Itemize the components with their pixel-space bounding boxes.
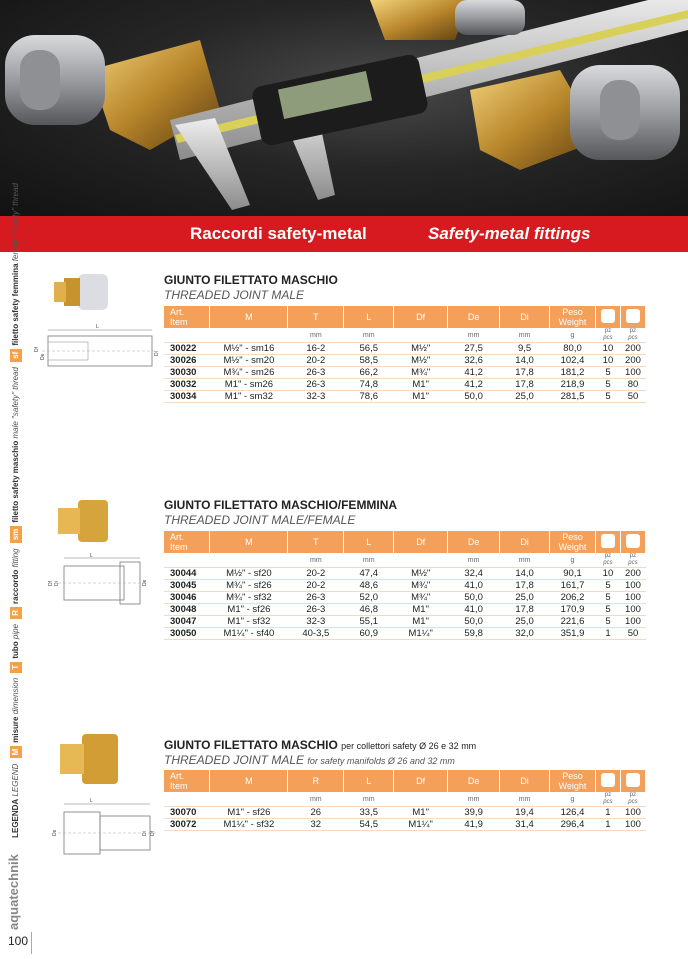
section-2-title (164, 498, 397, 512)
table-row (164, 592, 646, 604)
cell: 58,5 (344, 355, 394, 367)
product-photo-male-female-joint (52, 496, 112, 546)
cell: 20-2 (288, 568, 344, 580)
table-row (164, 807, 646, 819)
cell: M½" - sm20 (210, 355, 288, 367)
unit: mm (448, 328, 500, 343)
section-2-subtitle (164, 513, 355, 527)
cell: M1" - sm26 (210, 379, 288, 391)
drawing-label: De (142, 579, 148, 586)
product-table-1 (164, 306, 646, 403)
cell: 50,0 (448, 616, 500, 628)
unit: mm (500, 792, 550, 807)
banner-title-en: Safety-metal fittings (428, 224, 591, 243)
product-photo-male-joint (50, 268, 110, 316)
section-title-note: per collettori safety Ø 26 e 32 mm (341, 741, 477, 751)
drawing-label: De (40, 353, 46, 360)
carton-box-icon (626, 309, 640, 323)
col-header-art (164, 770, 210, 792)
cell: M1" (394, 379, 448, 391)
cell: M½" (394, 355, 448, 367)
unit-pcs (595, 792, 620, 807)
col-header-carton-icon (620, 306, 645, 328)
cell: 27,5 (448, 343, 500, 355)
technical-drawing-1 (34, 322, 160, 378)
section-subtitle-text: THREADED JOINT MALE (164, 753, 305, 767)
cell: 218,9 (550, 379, 596, 391)
legend-item-en: female "safety" thread (11, 183, 20, 262)
unit-pcs (595, 328, 620, 343)
cell: 55,1 (344, 616, 394, 628)
col-header-box-icon (595, 770, 620, 792)
cell: 48,6 (344, 580, 394, 592)
cell: 33,5 (344, 807, 394, 819)
table-row (164, 628, 646, 640)
col-header-weight: Peso Weight (550, 531, 596, 553)
col-header-carton-icon (620, 531, 645, 553)
col-header-di: Di (500, 531, 550, 553)
col-header-t: T (288, 531, 344, 553)
small-box-icon (601, 534, 615, 548)
cell: M½" (394, 343, 448, 355)
cell: 25,0 (500, 391, 550, 403)
col-header-weight: Peso Weight (550, 306, 596, 328)
legend-item-en: dimension (11, 677, 20, 715)
cell: 41,9 (448, 819, 500, 831)
drawing-label: Di (54, 581, 60, 586)
cell: 52,0 (344, 592, 394, 604)
section-1-subtitle (164, 288, 304, 302)
technical-drawing-3 (34, 796, 160, 862)
cell: 17,8 (500, 367, 550, 379)
cell: 1 (595, 628, 620, 640)
cell: 30022 (164, 343, 210, 355)
table-header-row (164, 770, 646, 792)
cell: 5 (595, 367, 620, 379)
cell: 20-2 (288, 355, 344, 367)
cell: 41,0 (448, 604, 500, 616)
section-subtitle-text: THREADED JOINT MALE/FEMALE (164, 513, 356, 527)
brand-logo: aquatechnik (6, 854, 21, 930)
section-banner (0, 216, 688, 252)
col-header-art (164, 531, 210, 553)
section-title-text: GIUNTO FILETTATO MASCHIO/FEMMINA (164, 498, 398, 512)
cell: 30026 (164, 355, 210, 367)
unit-pcs-en: pcs (603, 560, 613, 566)
col-header-df: Df (394, 306, 448, 328)
units-row (164, 328, 646, 343)
cell: 40-3,5 (288, 628, 344, 640)
cell: M1" - sm32 (210, 391, 288, 403)
cell: 100 (620, 580, 645, 592)
unit-pcs-en: pcs (628, 335, 638, 341)
cell: 60,9 (344, 628, 394, 640)
legend-badge-m: M (10, 746, 22, 759)
cell: 32,6 (448, 355, 500, 367)
cell: 50 (620, 628, 645, 640)
cell: M1" (394, 391, 448, 403)
unit-pz: pz (629, 328, 637, 334)
cell: 46,8 (344, 604, 394, 616)
cell: 30072 (164, 819, 210, 831)
section-3-subtitle (164, 753, 455, 767)
legend-item-en: fitting (11, 548, 20, 568)
small-box-icon (601, 309, 615, 323)
col-header-art (164, 306, 210, 328)
col-header-box-icon (595, 531, 620, 553)
cell: 31,4 (500, 819, 550, 831)
cell: 9,5 (500, 343, 550, 355)
col-header-m: M (210, 531, 288, 553)
cell: 41,2 (448, 367, 500, 379)
table-row (164, 568, 646, 580)
drawing-label: De (52, 829, 58, 836)
drawing-label: Df (34, 347, 40, 352)
section-title-text: GIUNTO FILETTATO MASCHIO (164, 738, 338, 752)
unit: g (550, 328, 596, 343)
technical-drawing-2 (34, 552, 160, 612)
cell: 80,0 (550, 343, 596, 355)
cell: 17,8 (500, 379, 550, 391)
cell: 17,8 (500, 604, 550, 616)
cell: 200 (620, 568, 645, 580)
legend-badge-r: R (10, 607, 22, 619)
cell: 221,6 (550, 616, 596, 628)
unit-pcs (620, 553, 645, 568)
unit-pz: pz (604, 792, 612, 798)
cell: 50 (620, 391, 645, 403)
cell: M½" (394, 568, 448, 580)
unit: mm (344, 328, 394, 343)
cell: M1" (394, 604, 448, 616)
cell: 26-3 (288, 604, 344, 616)
col-header-t: T (288, 306, 344, 328)
cell: 30048 (164, 604, 210, 616)
cell: 5 (595, 391, 620, 403)
cell: M1" (394, 807, 448, 819)
unit-pcs-en: pcs (628, 799, 638, 805)
cell: 78,6 (344, 391, 394, 403)
cell: M¾" (394, 580, 448, 592)
drawing-label: L (90, 798, 93, 804)
cell: M1¼" - sf32 (210, 819, 288, 831)
col-header-l: L (344, 531, 394, 553)
table-row (164, 819, 646, 831)
carton-box-icon (626, 534, 640, 548)
cell: M¾" - sm26 (210, 367, 288, 379)
col-header-df: Df (394, 531, 448, 553)
cell: 30047 (164, 616, 210, 628)
legend-item-it: filetto safety femmina (11, 263, 20, 346)
cell: 26-3 (288, 592, 344, 604)
cell: 30034 (164, 391, 210, 403)
unit: mm (288, 792, 344, 807)
col-header-weight: Peso Weight (550, 770, 596, 792)
unit: mm (344, 553, 394, 568)
sidebar-legend-text (4, 183, 24, 930)
cell: M1" - sf26 (210, 807, 288, 819)
cell: 30046 (164, 592, 210, 604)
cell: 26-3 (288, 379, 344, 391)
cell: 19,4 (500, 807, 550, 819)
drawing-label: Df (150, 831, 156, 836)
page-number: 100 (8, 934, 29, 948)
legend-label-en: LEGEND (11, 763, 20, 797)
col-header-l: L (344, 770, 394, 792)
col-header-de: De (448, 531, 500, 553)
cell: 25,0 (500, 592, 550, 604)
section-title-text: GIUNTO FILETTATO MASCHIO (164, 273, 338, 287)
cell: 10 (595, 568, 620, 580)
product-table-2 (164, 531, 646, 640)
cell: M1" - sf26 (210, 604, 288, 616)
unit: g (550, 792, 596, 807)
cell: M¾" - sf32 (210, 592, 288, 604)
legend-item-it: raccordo (11, 569, 20, 604)
cell: 30032 (164, 379, 210, 391)
cell: 41,2 (448, 379, 500, 391)
col-header-di: Di (500, 306, 550, 328)
unit-pz: pz (629, 553, 637, 559)
cell: 39,9 (448, 807, 500, 819)
cell: 32,0 (500, 628, 550, 640)
table-row (164, 367, 646, 379)
col-header-box-icon (595, 306, 620, 328)
cell: 30050 (164, 628, 210, 640)
unit: mm (500, 328, 550, 343)
cell: 32,4 (448, 568, 500, 580)
section-3-title (164, 738, 476, 752)
section-1-title (164, 273, 338, 287)
legend-item-en: male "safety" thread (11, 367, 20, 439)
col-header-m: M (210, 306, 288, 328)
legend-badge-sf: sf (10, 349, 22, 362)
col-header-carton-icon (620, 770, 645, 792)
cell: 30030 (164, 367, 210, 379)
table-header-row (164, 531, 646, 553)
cell: 1 (595, 807, 620, 819)
unit: mm (448, 792, 500, 807)
header-text: Art. Item (170, 771, 188, 791)
cell: 161,7 (550, 580, 596, 592)
header-text: Art. Item (170, 307, 188, 327)
drawing-label: Di (142, 831, 148, 836)
caliper-fittings-illustration (0, 0, 688, 216)
legend-badge-t: T (10, 662, 22, 673)
cell: 56,5 (344, 343, 394, 355)
unit-pcs (620, 328, 645, 343)
small-box-icon (601, 773, 615, 787)
header-text: Art. Item (170, 532, 188, 552)
cell: 296,4 (550, 819, 596, 831)
col-header-r: R (288, 770, 344, 792)
cell: 200 (620, 343, 645, 355)
drawing-label: L (96, 324, 99, 330)
cell: M1¼" (394, 628, 448, 640)
drawing-label: Df (48, 581, 54, 586)
cell: 100 (620, 819, 645, 831)
col-header-m: M (210, 770, 288, 792)
cell: 25,0 (500, 616, 550, 628)
legend-badge-sm: sm (10, 526, 22, 544)
cell: M½" - sm16 (210, 343, 288, 355)
cell: 100 (620, 367, 645, 379)
cell: 100 (620, 807, 645, 819)
table-row (164, 391, 646, 403)
cell: M1" - sf32 (210, 616, 288, 628)
cell: 26-3 (288, 367, 344, 379)
drawing-label: Di (154, 351, 160, 356)
cell: 126,4 (550, 807, 596, 819)
cell: 80 (620, 379, 645, 391)
unit-pz: pz (604, 328, 612, 334)
cell: M¾" (394, 367, 448, 379)
table-row (164, 580, 646, 592)
legend-item-en: pipe (11, 623, 20, 640)
cell: 5 (595, 604, 620, 616)
cell: 281,5 (550, 391, 596, 403)
cell: M½" - sf20 (210, 568, 288, 580)
unit: mm (288, 328, 344, 343)
cell: 66,2 (344, 367, 394, 379)
col-header-de: De (448, 306, 500, 328)
unit-pz: pz (604, 553, 612, 559)
cell: 181,2 (550, 367, 596, 379)
cell: M1¼" - sf40 (210, 628, 288, 640)
section-subtitle-text: THREADED JOINT MALE (164, 288, 305, 302)
cell: 32-3 (288, 391, 344, 403)
cell: 14,0 (500, 568, 550, 580)
cell: 10 (595, 355, 620, 367)
unit: mm (500, 553, 550, 568)
legend-item-it: filetto safety maschio (11, 440, 20, 523)
banner-title-it: Raccordi safety-metal (190, 224, 367, 243)
col-header-df: Df (394, 770, 448, 792)
cell: 59,8 (448, 628, 500, 640)
unit: mm (288, 553, 344, 568)
unit: mm (448, 553, 500, 568)
cell: 30045 (164, 580, 210, 592)
unit-pcs (595, 553, 620, 568)
cell: 30044 (164, 568, 210, 580)
table-row (164, 355, 646, 367)
col-header-l: L (344, 306, 394, 328)
cell: 50,0 (448, 592, 500, 604)
unit-pcs-en: pcs (628, 560, 638, 566)
cell: 351,9 (550, 628, 596, 640)
cell: 102,4 (550, 355, 596, 367)
unit-pcs-en: pcs (603, 799, 613, 805)
cell: 100 (620, 592, 645, 604)
legend-item-it: misure (11, 716, 20, 743)
cell: 17,8 (500, 580, 550, 592)
legend-label: LEGENDA (11, 798, 20, 838)
cell: 74,8 (344, 379, 394, 391)
cell: 5 (595, 616, 620, 628)
cell: 5 (595, 580, 620, 592)
sidebar-legend (4, 183, 24, 930)
table-row (164, 616, 646, 628)
cell: 10 (595, 343, 620, 355)
unit-pz: pz (629, 792, 637, 798)
cell: 5 (595, 379, 620, 391)
cell: 20-2 (288, 580, 344, 592)
drawing-label: L (90, 553, 93, 559)
cell: 50,0 (448, 391, 500, 403)
table-row (164, 379, 646, 391)
cell: 5 (595, 592, 620, 604)
table-row (164, 604, 646, 616)
cell: 26 (288, 807, 344, 819)
cell: 47,4 (344, 568, 394, 580)
carton-box-icon (626, 773, 640, 787)
cell: M¾" (394, 592, 448, 604)
product-photo-manifold-joint (52, 730, 122, 788)
units-row (164, 792, 646, 807)
cell: 100 (620, 604, 645, 616)
legend-item-it: tubo (11, 641, 20, 659)
cell: 170,9 (550, 604, 596, 616)
unit: g (550, 553, 596, 568)
cell: 1 (595, 819, 620, 831)
col-header-di: Di (500, 770, 550, 792)
page-number-rule (31, 932, 32, 954)
col-header-de: De (448, 770, 500, 792)
cell: 90,1 (550, 568, 596, 580)
cell: 30070 (164, 807, 210, 819)
unit: mm (344, 792, 394, 807)
hero-photo (0, 0, 688, 216)
cell: M1" (394, 616, 448, 628)
cell: 32 (288, 819, 344, 831)
table-row (164, 343, 646, 355)
cell: 100 (620, 616, 645, 628)
cell: 206,2 (550, 592, 596, 604)
cell: M1¼" (394, 819, 448, 831)
product-table-3 (164, 770, 646, 831)
cell: 41,0 (448, 580, 500, 592)
table-header-row (164, 306, 646, 328)
units-row (164, 553, 646, 568)
cell: 16-2 (288, 343, 344, 355)
cell: 54,5 (344, 819, 394, 831)
unit-pcs (620, 792, 645, 807)
unit-pcs-en: pcs (603, 335, 613, 341)
cell: 200 (620, 355, 645, 367)
cell: 32-3 (288, 616, 344, 628)
section-subtitle-note: for safety manifolds Ø 26 and 32 mm (307, 756, 455, 766)
cell: 14,0 (500, 355, 550, 367)
cell: M¾" - sf26 (210, 580, 288, 592)
